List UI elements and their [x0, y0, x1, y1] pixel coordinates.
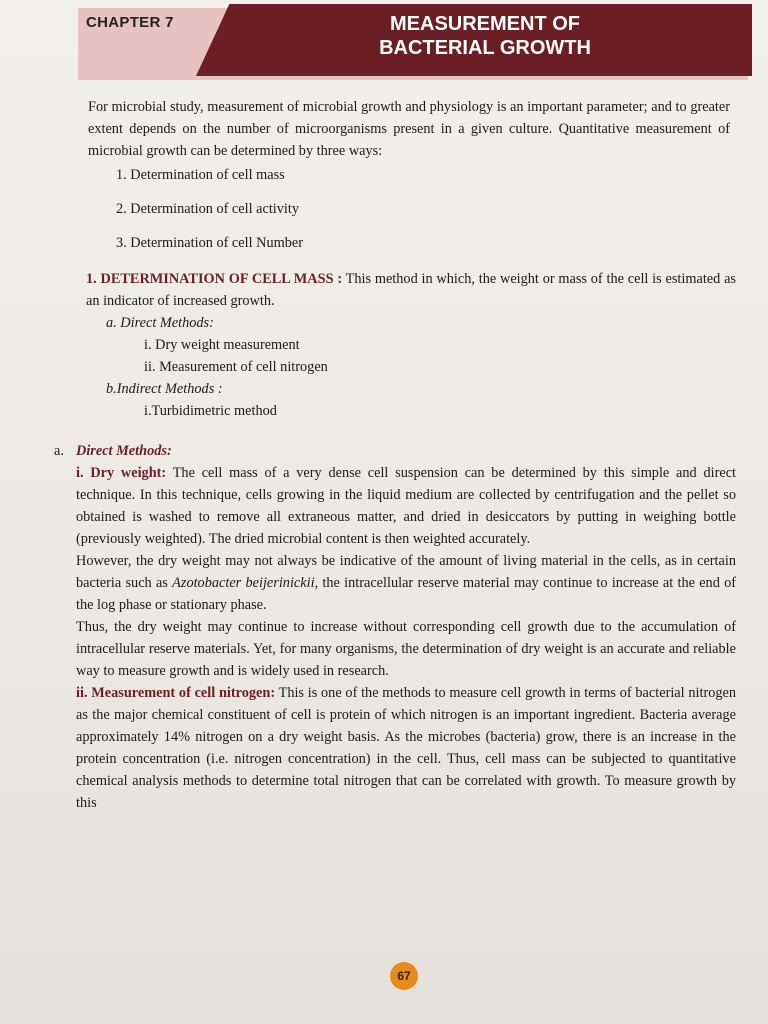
section-text: This method in which, the weight or mass of the cell is estimated as an indicator of increased growth. — [86, 271, 736, 309]
nitrogen-label: ii. Measurement of cell nitrogen: — [76, 685, 276, 701]
thus-paragraph: Thus, the dry weight may continue to increase without corresponding cell growth due to the accumulation of intracellular reserve materials. Yet, for many organisms, the determination of dry weight is an accurate and reliable way to measure growth and is widely used in research. — [76, 619, 736, 679]
dry-weight-text: The cell mass of a very dense cell suspension can be determined by this simple and direct technique. In this technique, cells growing in the liquid medium are collected by centrifugation and the pellet so obtained is washed to remove all extraneous matter, and dried in desiccators by putting in weighing bottle (previously weighted). The dried microbial content is then weighted accurately. — [76, 465, 737, 547]
direct-methods-heading — [54, 440, 736, 462]
page-content — [54, 96, 737, 814]
dry-weight-label: i. Dry weight: — [76, 465, 167, 481]
dry-weight-paragraph — [76, 462, 736, 550]
section-heading: 1. DETERMINATION OF CELL MASS : — [86, 271, 343, 287]
section-cell-mass — [86, 268, 736, 312]
method-item: i. Dry weight measurement — [144, 337, 300, 353]
however-text-end: , the intracellular reserve material may continue to increase at the end of the log phase or stationary phase. — [76, 575, 737, 613]
chapter-title-line-2: BACTERIAL GROWTH — [379, 37, 591, 59]
way-item: 1. Determination of cell mass — [116, 167, 285, 183]
intro-paragraph: For microbial study, measurement of microbial growth and physiology is an important parameter; and to greater extent depends on the number of microorganisms present in a given culture. Quantitative measurement of microbial growth can be determined by three ways: — [88, 99, 730, 159]
however-text: However, the dry weight may not always be indicative of the amount of living material in the cells, as in certain bacteria such as — [76, 553, 736, 591]
however-paragraph — [76, 550, 736, 616]
list-marker: a. — [54, 443, 64, 459]
nitrogen-paragraph — [76, 682, 736, 814]
direct-methods-label: a. Direct Methods: — [106, 315, 214, 331]
indirect-methods-label: b.Indirect Methods : — [106, 381, 223, 397]
direct-methods-title: Direct Methods: — [76, 443, 172, 459]
method-item: ii. Measurement of cell nitrogen — [144, 359, 328, 375]
page-number: 67 — [390, 962, 418, 990]
way-item: 3. Determination of cell Number — [116, 235, 303, 251]
organism-name: Azotobacter beijerinickii — [172, 575, 315, 591]
chapter-title — [250, 12, 720, 60]
chapter-label: CHAPTER 7 — [86, 14, 174, 31]
way-item: 2. Determination of cell activity — [116, 201, 300, 217]
chapter-title-line-1: MEASUREMENT OF — [390, 13, 580, 35]
method-item: i.Turbidimetric method — [144, 403, 277, 419]
nitrogen-text: This is one of the methods to measure cell growth in terms of bacterial nitrogen as the major chemical constituent of cell is protein of which nitrogen is an important ingredient. Bacteria average approximately 14% nitrogen on a dry weight basis. As the microbes (bacteria) grow, there is an increase in the protein concentration (i.e. nitrogen concentration) in the cell. Thus, cell mass can be subjected to quantitative chemical analysis methods to determine total nitrogen that can be correlated with growth. To measure growth by this — [76, 685, 737, 811]
